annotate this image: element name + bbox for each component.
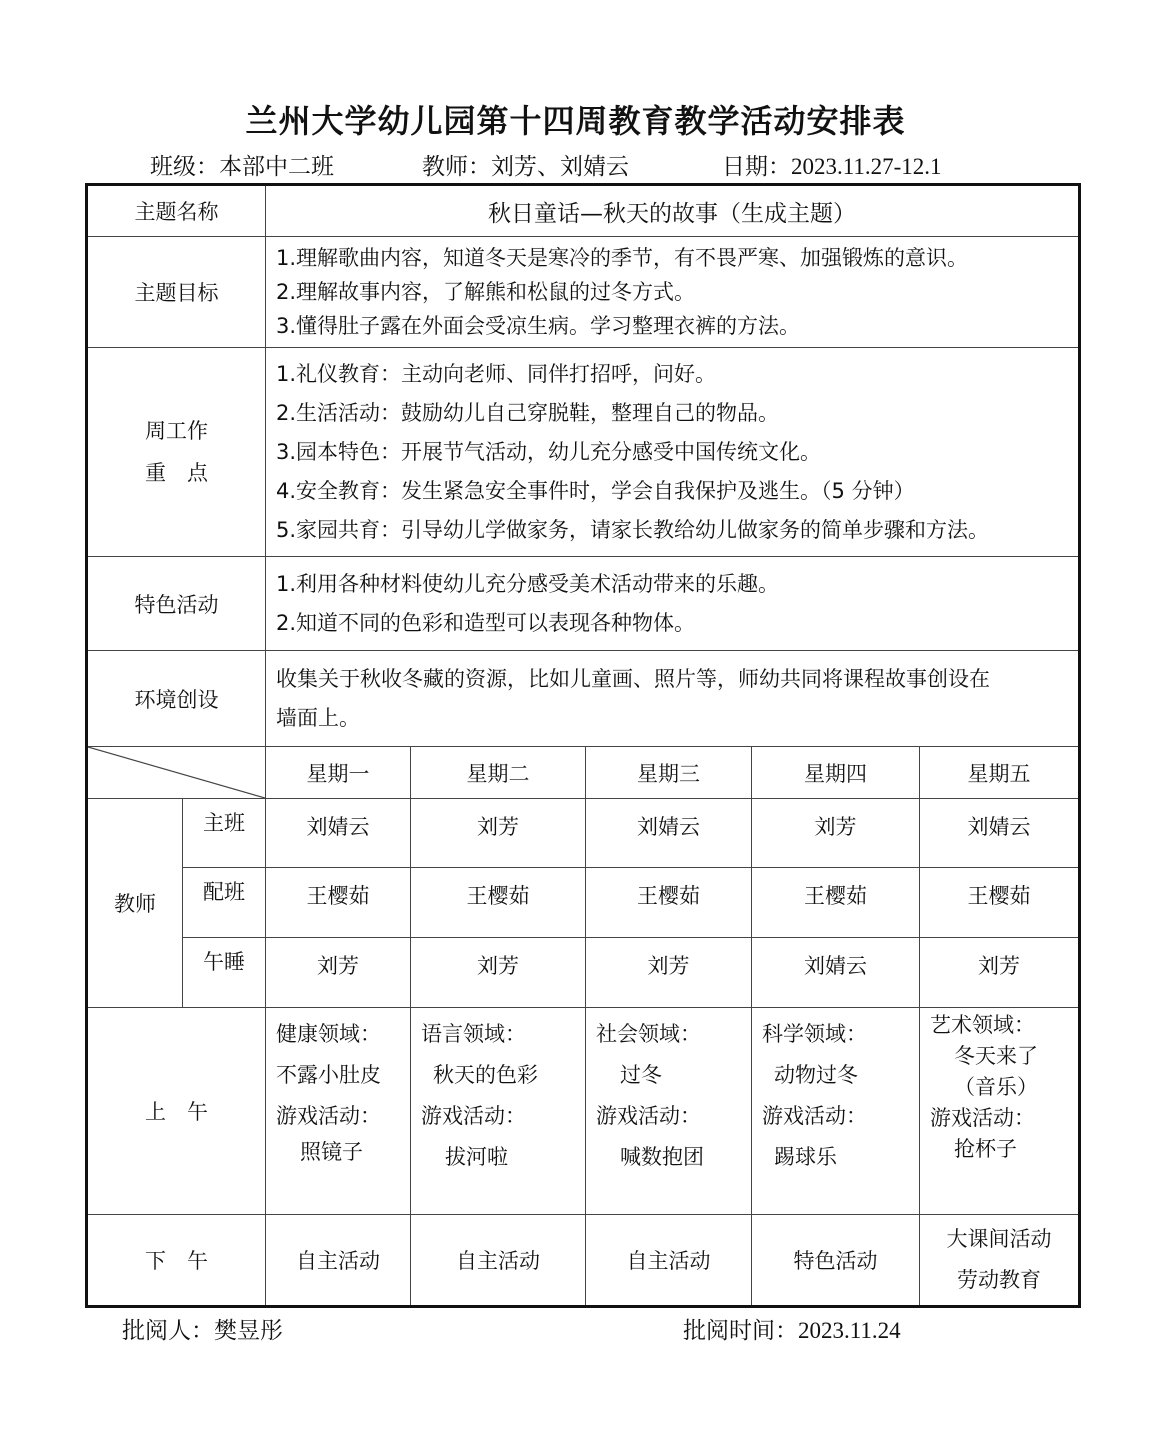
nap-teacher-label: 午睡 <box>183 938 266 1008</box>
page-title: 兰州大学幼儿园第十四周教育教学活动安排表 <box>245 102 906 140</box>
weekday-header: 星期二 <box>411 747 586 799</box>
theme-name-row <box>87 185 1080 237</box>
review-time-info: 批阅时间：2023.11.24 <box>683 1318 901 1344</box>
weekday-header: 星期五 <box>920 747 1080 799</box>
afternoon-cell: 特色活动 <box>752 1215 920 1307</box>
afternoon-cell: 自主活动 <box>586 1215 752 1307</box>
weekday-header-row <box>87 747 1080 799</box>
morning-cell-mon: 健康领域： 不露小肚皮 游戏活动： 照镜子 <box>266 1008 411 1215</box>
goal-item: 1.理解歌曲内容，知道冬天是寒冷的季节，有不畏严寒、加强锻炼的意识。 <box>276 246 969 270</box>
weekly-focus-list <box>266 348 1080 557</box>
theme-goal-list <box>266 237 1080 348</box>
diagonal-corner-cell <box>87 747 266 799</box>
diagonal-line <box>88 747 265 798</box>
main-teacher-cell: 刘婧云 <box>920 799 1080 868</box>
goal-item: 3.懂得肚子露在外面会受凉生病。学习整理衣裤的方法。 <box>276 314 801 338</box>
main-teacher-cell: 刘芳 <box>411 799 586 868</box>
theme-goal-label: 主题目标 <box>87 237 266 348</box>
environment-text: 收集关于秋收冬藏的资源，比如儿童画、照片等，师幼共同将课程故事创设在 墙面上。 <box>266 651 1080 747</box>
weekly-focus-label: 周工作 重 点 <box>87 348 266 557</box>
assist-teacher-cell: 王樱茹 <box>266 868 411 938</box>
afternoon-label: 下 午 <box>87 1215 266 1307</box>
afternoon-row <box>87 1215 1080 1307</box>
nap-teacher-cell: 刘芳 <box>920 938 1080 1008</box>
theme-goal-row <box>87 237 1080 348</box>
focus-item: 2.生活活动：鼓励幼儿自己穿脱鞋，整理自己的物品。 <box>276 400 780 425</box>
assist-teacher-label: 配班 <box>183 868 266 938</box>
focus-item: 1.礼仪教育：主动向老师、同伴打招呼，问好。 <box>276 361 717 386</box>
afternoon-cell-fri: 大课间活动 劳动教育 <box>920 1215 1080 1307</box>
feature-activity-label: 特色活动 <box>87 557 266 651</box>
feature-item: 1.利用各种材料使幼儿充分感受美术活动带来的乐趣。 <box>276 571 780 596</box>
schedule-table <box>85 183 1081 1308</box>
feature-activity-list <box>266 557 1080 651</box>
main-teacher-row <box>87 799 1080 868</box>
date-info: 日期：2023.11.27-12.1 <box>722 154 942 180</box>
assist-teacher-cell: 王樱茹 <box>586 868 752 938</box>
morning-row <box>87 1008 1080 1215</box>
morning-cell-fri: 艺术领域： 冬天来了 （音乐） 游戏活动： 抢杯子 <box>920 1008 1080 1215</box>
weekday-header: 星期三 <box>586 747 752 799</box>
environment-label: 环境创设 <box>87 651 266 747</box>
main-teacher-cell: 刘婧云 <box>266 799 411 868</box>
focus-item: 5.家园共育：引导幼儿学做家务，请家长教给幼儿做家务的简单步骤和方法。 <box>276 517 990 542</box>
nap-teacher-cell: 刘婧云 <box>752 938 920 1008</box>
main-teacher-label: 主班 <box>183 799 266 868</box>
theme-name-value: 秋日童话—秋天的故事（生成主题） <box>266 185 1080 237</box>
main-teacher-cell: 刘芳 <box>752 799 920 868</box>
feature-item: 2.知道不同的色彩和造型可以表现各种物体。 <box>276 610 696 635</box>
morning-label: 上 午 <box>87 1008 266 1215</box>
teacher-group-label: 教师 <box>87 799 183 1008</box>
focus-item: 3.园本特色：开展节气活动，幼儿充分感受中国传统文化。 <box>276 439 822 464</box>
assist-teacher-row <box>87 868 1080 938</box>
nap-teacher-row <box>87 938 1080 1008</box>
afternoon-cell: 自主活动 <box>411 1215 586 1307</box>
morning-cell-wed: 社会领域： 过冬 游戏活动： 喊数抱团 <box>586 1008 752 1215</box>
nap-teacher-cell: 刘芳 <box>266 938 411 1008</box>
nap-teacher-cell: 刘芳 <box>586 938 752 1008</box>
focus-item: 4.安全教育：发生紧急安全事件时，学会自我保护及逃生。（5 分钟） <box>276 478 915 503</box>
morning-cell-thu: 科学领域： 动物过冬 游戏活动： 踢球乐 <box>752 1008 920 1215</box>
teacher-info: 教师：刘芳、刘婧云 <box>422 154 629 180</box>
theme-name-label: 主题名称 <box>87 185 266 237</box>
feature-activity-row <box>87 557 1080 651</box>
assist-teacher-cell: 王樱茹 <box>411 868 586 938</box>
goal-item: 2.理解故事内容，了解熊和松鼠的过冬方式。 <box>276 280 696 304</box>
nap-teacher-cell: 刘芳 <box>411 938 586 1008</box>
afternoon-cell: 自主活动 <box>266 1215 411 1307</box>
class-info: 班级：本部中二班 <box>150 154 334 180</box>
assist-teacher-cell: 王樱茹 <box>752 868 920 938</box>
weekday-header: 星期一 <box>266 747 411 799</box>
morning-cell-tue: 语言领域： 秋天的色彩 游戏活动： 拔河啦 <box>411 1008 586 1215</box>
reviewer-info: 批阅人：樊昱彤 <box>122 1318 283 1344</box>
assist-teacher-cell: 王樱茹 <box>920 868 1080 938</box>
weekly-focus-row <box>87 348 1080 557</box>
weekday-header: 星期四 <box>752 747 920 799</box>
main-teacher-cell: 刘婧云 <box>586 799 752 868</box>
environment-row <box>87 651 1080 747</box>
